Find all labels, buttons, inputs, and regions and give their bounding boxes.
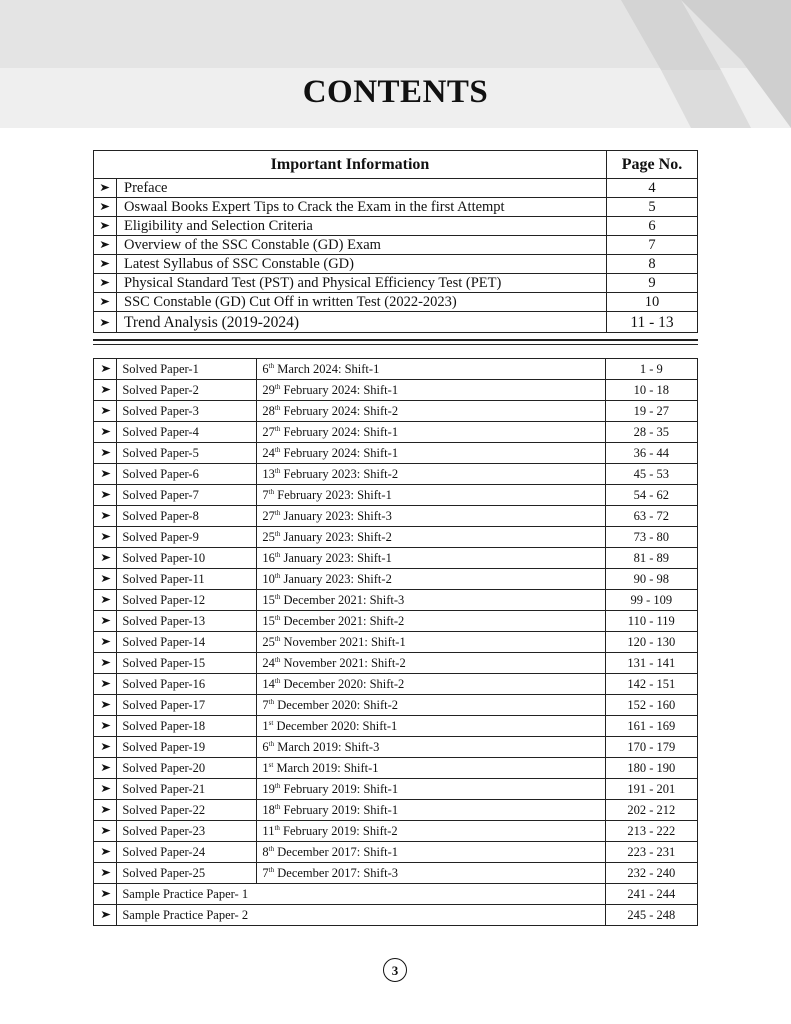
paper-date-rest: March 2019: Shift-3 <box>274 739 380 754</box>
paper-date <box>257 569 605 590</box>
paper-name: Solved Paper-16 <box>117 674 257 695</box>
paper-date-suffix: th <box>274 802 281 811</box>
info-row-label: Preface <box>117 179 607 198</box>
paper-date-rest: January 2023: Shift-1 <box>280 550 392 565</box>
bullet-arrow-icon: ➤ <box>94 527 117 548</box>
info-row-page: 6 <box>607 217 698 236</box>
paper-date-day: 13 <box>262 466 275 481</box>
paper-date-day: 25 <box>262 634 275 649</box>
paper-date-day: 10 <box>262 571 275 586</box>
sample-pages: 245 - 248 <box>605 905 697 926</box>
bullet-arrow-icon: ➤ <box>94 236 117 255</box>
bullet-arrow-icon: ➤ <box>94 359 117 380</box>
paper-row <box>94 527 698 548</box>
paper-date-day: 8 <box>262 844 269 859</box>
bullet-arrow-icon: ➤ <box>94 293 117 312</box>
paper-name: Solved Paper-11 <box>117 569 257 590</box>
paper-row <box>94 569 698 590</box>
info-row-label: Eligibility and Selection Criteria <box>117 217 607 236</box>
paper-date-suffix: th <box>274 466 281 475</box>
info-row <box>94 312 698 333</box>
paper-date <box>257 737 605 758</box>
paper-date <box>257 779 605 800</box>
paper-pages: 131 - 141 <box>605 653 697 674</box>
info-row-page: 11 - 13 <box>607 312 698 333</box>
info-row-label: Oswaal Books Expert Tips to Crack the Exam in the first Attempt <box>117 198 607 217</box>
paper-pages: 90 - 98 <box>605 569 697 590</box>
paper-date-rest: January 2023: Shift-2 <box>280 571 392 586</box>
sample-name: Sample Practice Paper- 2 <box>117 905 605 926</box>
info-row-page: 5 <box>607 198 698 217</box>
paper-date-rest: February 2024: Shift-1 <box>280 424 399 439</box>
paper-name: Solved Paper-17 <box>117 695 257 716</box>
paper-date-rest: January 2023: Shift-3 <box>280 508 392 523</box>
paper-date-day: 27 <box>262 424 275 439</box>
page-title: CONTENTS <box>302 74 489 110</box>
paper-date-rest: December 2020: Shift-2 <box>274 697 399 712</box>
bullet-arrow-icon: ➤ <box>94 312 117 333</box>
bullet-arrow-icon: ➤ <box>94 485 117 506</box>
paper-date-day: 6 <box>262 361 269 376</box>
paper-row <box>94 842 698 863</box>
paper-pages: 10 - 18 <box>605 380 697 401</box>
info-header-label: Important Information <box>94 151 607 179</box>
paper-name: Solved Paper-25 <box>117 863 257 884</box>
paper-date-suffix: th <box>274 613 281 622</box>
paper-row <box>94 758 698 779</box>
paper-date <box>257 548 605 569</box>
paper-name: Solved Paper-6 <box>117 464 257 485</box>
paper-pages: 223 - 231 <box>605 842 697 863</box>
info-row-label: Latest Syllabus of SSC Constable (GD) <box>117 255 607 274</box>
paper-date <box>257 842 605 863</box>
paper-date-suffix: th <box>268 844 275 853</box>
paper-date <box>257 464 605 485</box>
paper-pages: 191 - 201 <box>605 779 697 800</box>
paper-name: Solved Paper-10 <box>117 548 257 569</box>
paper-pages: 110 - 119 <box>605 611 697 632</box>
paper-date-suffix: th <box>274 592 281 601</box>
info-row <box>94 255 698 274</box>
paper-row <box>94 422 698 443</box>
paper-name: Solved Paper-1 <box>117 359 257 380</box>
paper-pages: 99 - 109 <box>605 590 697 611</box>
paper-name: Solved Paper-13 <box>117 611 257 632</box>
paper-date-suffix: th <box>274 382 281 391</box>
paper-row <box>94 716 698 737</box>
paper-name: Solved Paper-5 <box>117 443 257 464</box>
paper-date-rest: February 2019: Shift-2 <box>279 823 398 838</box>
paper-date-suffix: th <box>274 655 281 664</box>
paper-name: Solved Paper-3 <box>117 401 257 422</box>
bullet-arrow-icon: ➤ <box>94 842 117 863</box>
paper-date-suffix: th <box>274 508 281 517</box>
paper-date <box>257 590 605 611</box>
paper-pages: 36 - 44 <box>605 443 697 464</box>
paper-date-day: 25 <box>262 529 275 544</box>
sample-row <box>94 884 698 905</box>
paper-date-rest: November 2021: Shift-1 <box>280 634 406 649</box>
paper-date-day: 7 <box>262 865 269 880</box>
paper-name: Solved Paper-14 <box>117 632 257 653</box>
paper-date-day: 15 <box>262 592 275 607</box>
paper-row <box>94 506 698 527</box>
paper-date <box>257 695 605 716</box>
paper-date-day: 7 <box>262 697 269 712</box>
paper-date-rest: December 2021: Shift-2 <box>280 613 405 628</box>
info-row <box>94 217 698 236</box>
paper-date-suffix: th <box>274 781 281 790</box>
paper-date-day: 14 <box>262 676 275 691</box>
paper-row <box>94 485 698 506</box>
bullet-arrow-icon: ➤ <box>94 464 117 485</box>
paper-name: Solved Paper-21 <box>117 779 257 800</box>
bullet-arrow-icon: ➤ <box>94 569 117 590</box>
important-info-table <box>93 150 698 333</box>
paper-date <box>257 359 605 380</box>
paper-pages: 142 - 151 <box>605 674 697 695</box>
paper-name: Solved Paper-2 <box>117 380 257 401</box>
section-divider <box>93 339 698 341</box>
bullet-arrow-icon: ➤ <box>94 821 117 842</box>
paper-date-rest: December 2017: Shift-3 <box>274 865 399 880</box>
paper-name: Solved Paper-23 <box>117 821 257 842</box>
paper-date-day: 29 <box>262 382 275 397</box>
bullet-arrow-icon: ➤ <box>94 674 117 695</box>
page-number: 3 <box>383 958 407 982</box>
bullet-arrow-icon: ➤ <box>94 443 117 464</box>
paper-date <box>257 443 605 464</box>
paper-pages: 232 - 240 <box>605 863 697 884</box>
paper-date <box>257 632 605 653</box>
paper-date-day: 18 <box>262 802 275 817</box>
paper-row <box>94 674 698 695</box>
sample-row <box>94 905 698 926</box>
paper-date-suffix: th <box>268 865 275 874</box>
info-row <box>94 274 698 293</box>
paper-date <box>257 422 605 443</box>
paper-date-rest: December 2020: Shift-2 <box>280 676 405 691</box>
paper-row <box>94 863 698 884</box>
paper-date-day: 28 <box>262 403 275 418</box>
paper-name: Solved Paper-15 <box>117 653 257 674</box>
paper-row <box>94 443 698 464</box>
paper-date <box>257 506 605 527</box>
bullet-arrow-icon: ➤ <box>94 611 117 632</box>
paper-date <box>257 758 605 779</box>
paper-date-day: 24 <box>262 655 275 670</box>
paper-date <box>257 716 605 737</box>
paper-date-suffix: th <box>274 676 281 685</box>
paper-name: Solved Paper-20 <box>117 758 257 779</box>
paper-pages: 180 - 190 <box>605 758 697 779</box>
paper-date <box>257 380 605 401</box>
bullet-arrow-icon: ➤ <box>94 863 117 884</box>
paper-date-rest: February 2019: Shift-1 <box>280 781 399 796</box>
paper-row <box>94 800 698 821</box>
paper-pages: 1 - 9 <box>605 359 697 380</box>
paper-pages: 81 - 89 <box>605 548 697 569</box>
paper-row <box>94 737 698 758</box>
paper-date-suffix: st <box>268 718 274 727</box>
info-row-label: Overview of the SSC Constable (GD) Exam <box>117 236 607 255</box>
info-row-page: 9 <box>607 274 698 293</box>
paper-date-day: 7 <box>262 487 269 502</box>
info-row-page: 4 <box>607 179 698 198</box>
bullet-arrow-icon: ➤ <box>94 590 117 611</box>
paper-name: Solved Paper-9 <box>117 527 257 548</box>
paper-date-suffix: th <box>274 445 281 454</box>
paper-pages: 152 - 160 <box>605 695 697 716</box>
paper-row <box>94 401 698 422</box>
sample-name: Sample Practice Paper- 1 <box>117 884 605 905</box>
paper-name: Solved Paper-7 <box>117 485 257 506</box>
paper-name: Solved Paper-18 <box>117 716 257 737</box>
paper-date <box>257 401 605 422</box>
paper-row <box>94 695 698 716</box>
bullet-arrow-icon: ➤ <box>94 506 117 527</box>
paper-date-suffix: th <box>274 529 281 538</box>
paper-pages: 28 - 35 <box>605 422 697 443</box>
bullet-arrow-icon: ➤ <box>94 548 117 569</box>
paper-row <box>94 380 698 401</box>
bullet-arrow-icon: ➤ <box>94 758 117 779</box>
paper-row <box>94 821 698 842</box>
bullet-arrow-icon: ➤ <box>94 905 117 926</box>
paper-name: Solved Paper-24 <box>117 842 257 863</box>
paper-date-day: 16 <box>262 550 275 565</box>
paper-date-day: 27 <box>262 508 275 523</box>
paper-row <box>94 653 698 674</box>
paper-date-suffix: th <box>274 403 281 412</box>
info-header-page: Page No. <box>607 151 698 179</box>
paper-date-rest: February 2024: Shift-2 <box>280 403 399 418</box>
info-row-label: Trend Analysis (2019-2024) <box>117 312 607 333</box>
paper-name: Solved Paper-8 <box>117 506 257 527</box>
paper-date-rest: February 2023: Shift-1 <box>274 487 392 502</box>
info-row-page: 8 <box>607 255 698 274</box>
bullet-arrow-icon: ➤ <box>94 274 117 293</box>
bullet-arrow-icon: ➤ <box>94 695 117 716</box>
paper-date-day: 6 <box>262 739 269 754</box>
paper-date-day: 11 <box>262 823 275 838</box>
paper-date-suffix: th <box>268 697 275 706</box>
paper-date-day: 1 <box>262 760 269 775</box>
paper-pages: 63 - 72 <box>605 506 697 527</box>
paper-date <box>257 800 605 821</box>
paper-date-suffix: th <box>274 634 281 643</box>
paper-date-rest: November 2021: Shift-2 <box>280 655 406 670</box>
paper-row <box>94 548 698 569</box>
paper-date-suffix: th <box>274 550 281 559</box>
paper-date <box>257 674 605 695</box>
paper-date-rest: February 2024: Shift-1 <box>280 445 399 460</box>
bullet-arrow-icon: ➤ <box>94 800 117 821</box>
bullet-arrow-icon: ➤ <box>94 884 117 905</box>
paper-date-rest: March 2024: Shift-1 <box>274 361 380 376</box>
paper-date-rest: March 2019: Shift-1 <box>273 760 379 775</box>
paper-pages: 45 - 53 <box>605 464 697 485</box>
solved-papers-table <box>93 358 698 926</box>
bullet-arrow-icon: ➤ <box>94 255 117 274</box>
paper-row <box>94 779 698 800</box>
paper-row <box>94 632 698 653</box>
paper-pages: 161 - 169 <box>605 716 697 737</box>
paper-name: Solved Paper-19 <box>117 737 257 758</box>
info-row-label: SSC Constable (GD) Cut Off in written Test (2022-2023) <box>117 293 607 312</box>
paper-date <box>257 653 605 674</box>
bullet-arrow-icon: ➤ <box>94 737 117 758</box>
info-row-page: 7 <box>607 236 698 255</box>
paper-name: Solved Paper-4 <box>117 422 257 443</box>
paper-date-rest: December 2017: Shift-1 <box>274 844 399 859</box>
paper-date-rest: December 2020: Shift-1 <box>273 718 398 733</box>
paper-date-rest: February 2023: Shift-2 <box>280 466 399 481</box>
paper-pages: 213 - 222 <box>605 821 697 842</box>
bullet-arrow-icon: ➤ <box>94 179 117 198</box>
paper-date-suffix: th <box>268 739 275 748</box>
paper-row <box>94 464 698 485</box>
paper-pages: 120 - 130 <box>605 632 697 653</box>
paper-date-suffix: th <box>274 571 281 580</box>
bullet-arrow-icon: ➤ <box>94 422 117 443</box>
info-row-page: 10 <box>607 293 698 312</box>
paper-row <box>94 590 698 611</box>
paper-date <box>257 611 605 632</box>
paper-date-day: 15 <box>262 613 275 628</box>
paper-date <box>257 485 605 506</box>
paper-row <box>94 611 698 632</box>
paper-name: Solved Paper-12 <box>117 590 257 611</box>
paper-date-suffix: th <box>274 424 281 433</box>
paper-pages: 202 - 212 <box>605 800 697 821</box>
paper-date-rest: December 2021: Shift-3 <box>280 592 405 607</box>
bullet-arrow-icon: ➤ <box>94 217 117 236</box>
paper-pages: 73 - 80 <box>605 527 697 548</box>
paper-date-suffix: th <box>268 487 275 496</box>
paper-pages: 170 - 179 <box>605 737 697 758</box>
paper-date <box>257 863 605 884</box>
paper-date-day: 19 <box>262 781 275 796</box>
paper-row <box>94 359 698 380</box>
paper-date-suffix: th <box>268 361 275 370</box>
paper-date <box>257 821 605 842</box>
paper-date-day: 24 <box>262 445 275 460</box>
paper-date-day: 1 <box>262 718 269 733</box>
paper-pages: 19 - 27 <box>605 401 697 422</box>
bullet-arrow-icon: ➤ <box>94 632 117 653</box>
info-row <box>94 236 698 255</box>
bullet-arrow-icon: ➤ <box>94 198 117 217</box>
paper-name: Solved Paper-22 <box>117 800 257 821</box>
sample-pages: 241 - 244 <box>605 884 697 905</box>
paper-date-rest: February 2024: Shift-1 <box>280 382 399 397</box>
bullet-arrow-icon: ➤ <box>94 380 117 401</box>
info-row <box>94 179 698 198</box>
section-divider-thin <box>93 344 698 345</box>
bullet-arrow-icon: ➤ <box>94 716 117 737</box>
paper-date-rest: January 2023: Shift-2 <box>280 529 392 544</box>
paper-date-rest: February 2019: Shift-1 <box>280 802 399 817</box>
paper-date <box>257 527 605 548</box>
bullet-arrow-icon: ➤ <box>94 653 117 674</box>
paper-date-suffix: th <box>274 823 280 832</box>
bullet-arrow-icon: ➤ <box>94 401 117 422</box>
info-row-label: Physical Standard Test (PST) and Physical Efficiency Test (PET) <box>117 274 607 293</box>
info-row <box>94 198 698 217</box>
bullet-arrow-icon: ➤ <box>94 779 117 800</box>
info-row <box>94 293 698 312</box>
paper-date-suffix: st <box>268 760 274 769</box>
paper-pages: 54 - 62 <box>605 485 697 506</box>
